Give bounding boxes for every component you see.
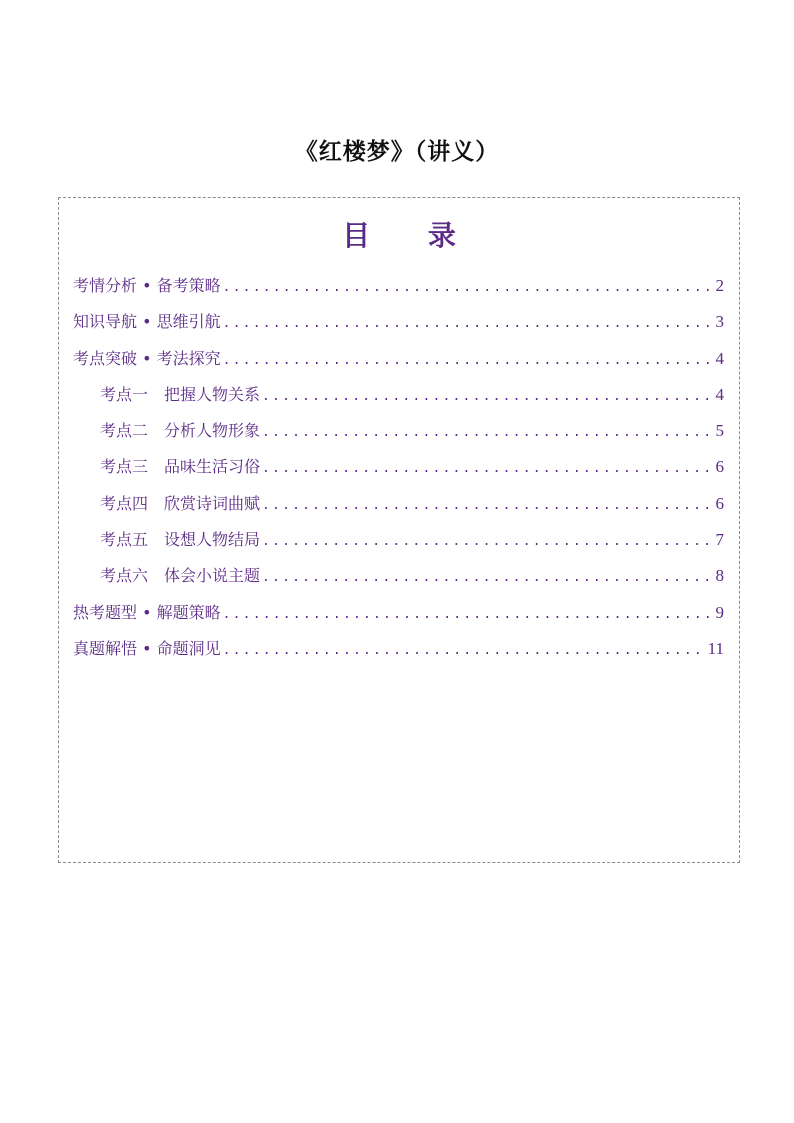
toc-subentry[interactable] xyxy=(73,527,724,563)
toc-dot-leader xyxy=(223,316,714,331)
document-title: 《红楼梦》（讲义） xyxy=(294,139,500,165)
toc-entry-label: 考点六 体会小说主题 xyxy=(100,566,261,586)
toc-list xyxy=(73,273,724,672)
toc-box xyxy=(58,197,740,863)
toc-subentry[interactable] xyxy=(73,454,724,490)
toc-dot-leader xyxy=(262,461,713,476)
toc-entry-page: 4 xyxy=(715,348,724,368)
toc-entry-label: 考点二 分析人物形象 xyxy=(100,421,261,441)
toc-entry-label: 考点一 把握人物关系 xyxy=(100,384,261,404)
toc-entry-label: 考点三 品味生活习俗 xyxy=(100,457,261,477)
toc-subentry[interactable] xyxy=(73,418,724,454)
toc-entry-label: 考点四 欣赏诗词曲赋 xyxy=(100,493,261,513)
toc-entry-label: 真题解悟 • 命题洞见 xyxy=(73,638,221,658)
toc-dot-leader xyxy=(223,353,714,368)
toc-dot-leader xyxy=(262,389,713,404)
toc-entry-page: 9 xyxy=(715,602,724,622)
toc-entry-page: 3 xyxy=(715,312,724,332)
toc-dot-leader xyxy=(262,498,713,513)
toc-dot-leader xyxy=(262,425,713,440)
toc-entry-label: 考情分析 • 备考策略 xyxy=(73,276,221,295)
toc-dot-leader xyxy=(223,607,714,622)
toc-dot-leader xyxy=(262,534,713,549)
toc-entry-label: 热考题型 • 解题策略 xyxy=(73,602,221,622)
toc-entry[interactable] xyxy=(73,273,724,309)
toc-entry[interactable] xyxy=(73,346,724,382)
toc-entry-label: 知识导航 • 思维引航 xyxy=(73,312,221,332)
toc-entry-page: 6 xyxy=(715,493,724,513)
toc-dot-leader xyxy=(262,570,713,585)
toc-entry-page: 7 xyxy=(715,530,724,550)
toc-subentry[interactable] xyxy=(73,382,724,418)
toc-entry[interactable] xyxy=(73,600,724,636)
toc-entry[interactable] xyxy=(73,309,724,345)
toc-entry-page: 11 xyxy=(707,638,724,658)
toc-heading: 目 录 xyxy=(342,219,480,252)
toc-entry[interactable] xyxy=(73,636,724,672)
toc-entry-page: 5 xyxy=(715,421,724,441)
toc-entry-label: 考点五 设想人物结局 xyxy=(100,530,261,550)
toc-entry-page: 8 xyxy=(715,566,724,586)
toc-subentry[interactable] xyxy=(73,491,724,527)
toc-entry-page: 2 xyxy=(715,276,724,295)
toc-entry-label: 考点突破 • 考法探究 xyxy=(73,348,221,368)
toc-dot-leader xyxy=(223,280,714,295)
toc-dot-leader xyxy=(223,643,706,658)
toc-entry-page: 4 xyxy=(715,384,724,404)
toc-entry-page: 6 xyxy=(715,457,724,477)
toc-subentry[interactable] xyxy=(73,563,724,599)
